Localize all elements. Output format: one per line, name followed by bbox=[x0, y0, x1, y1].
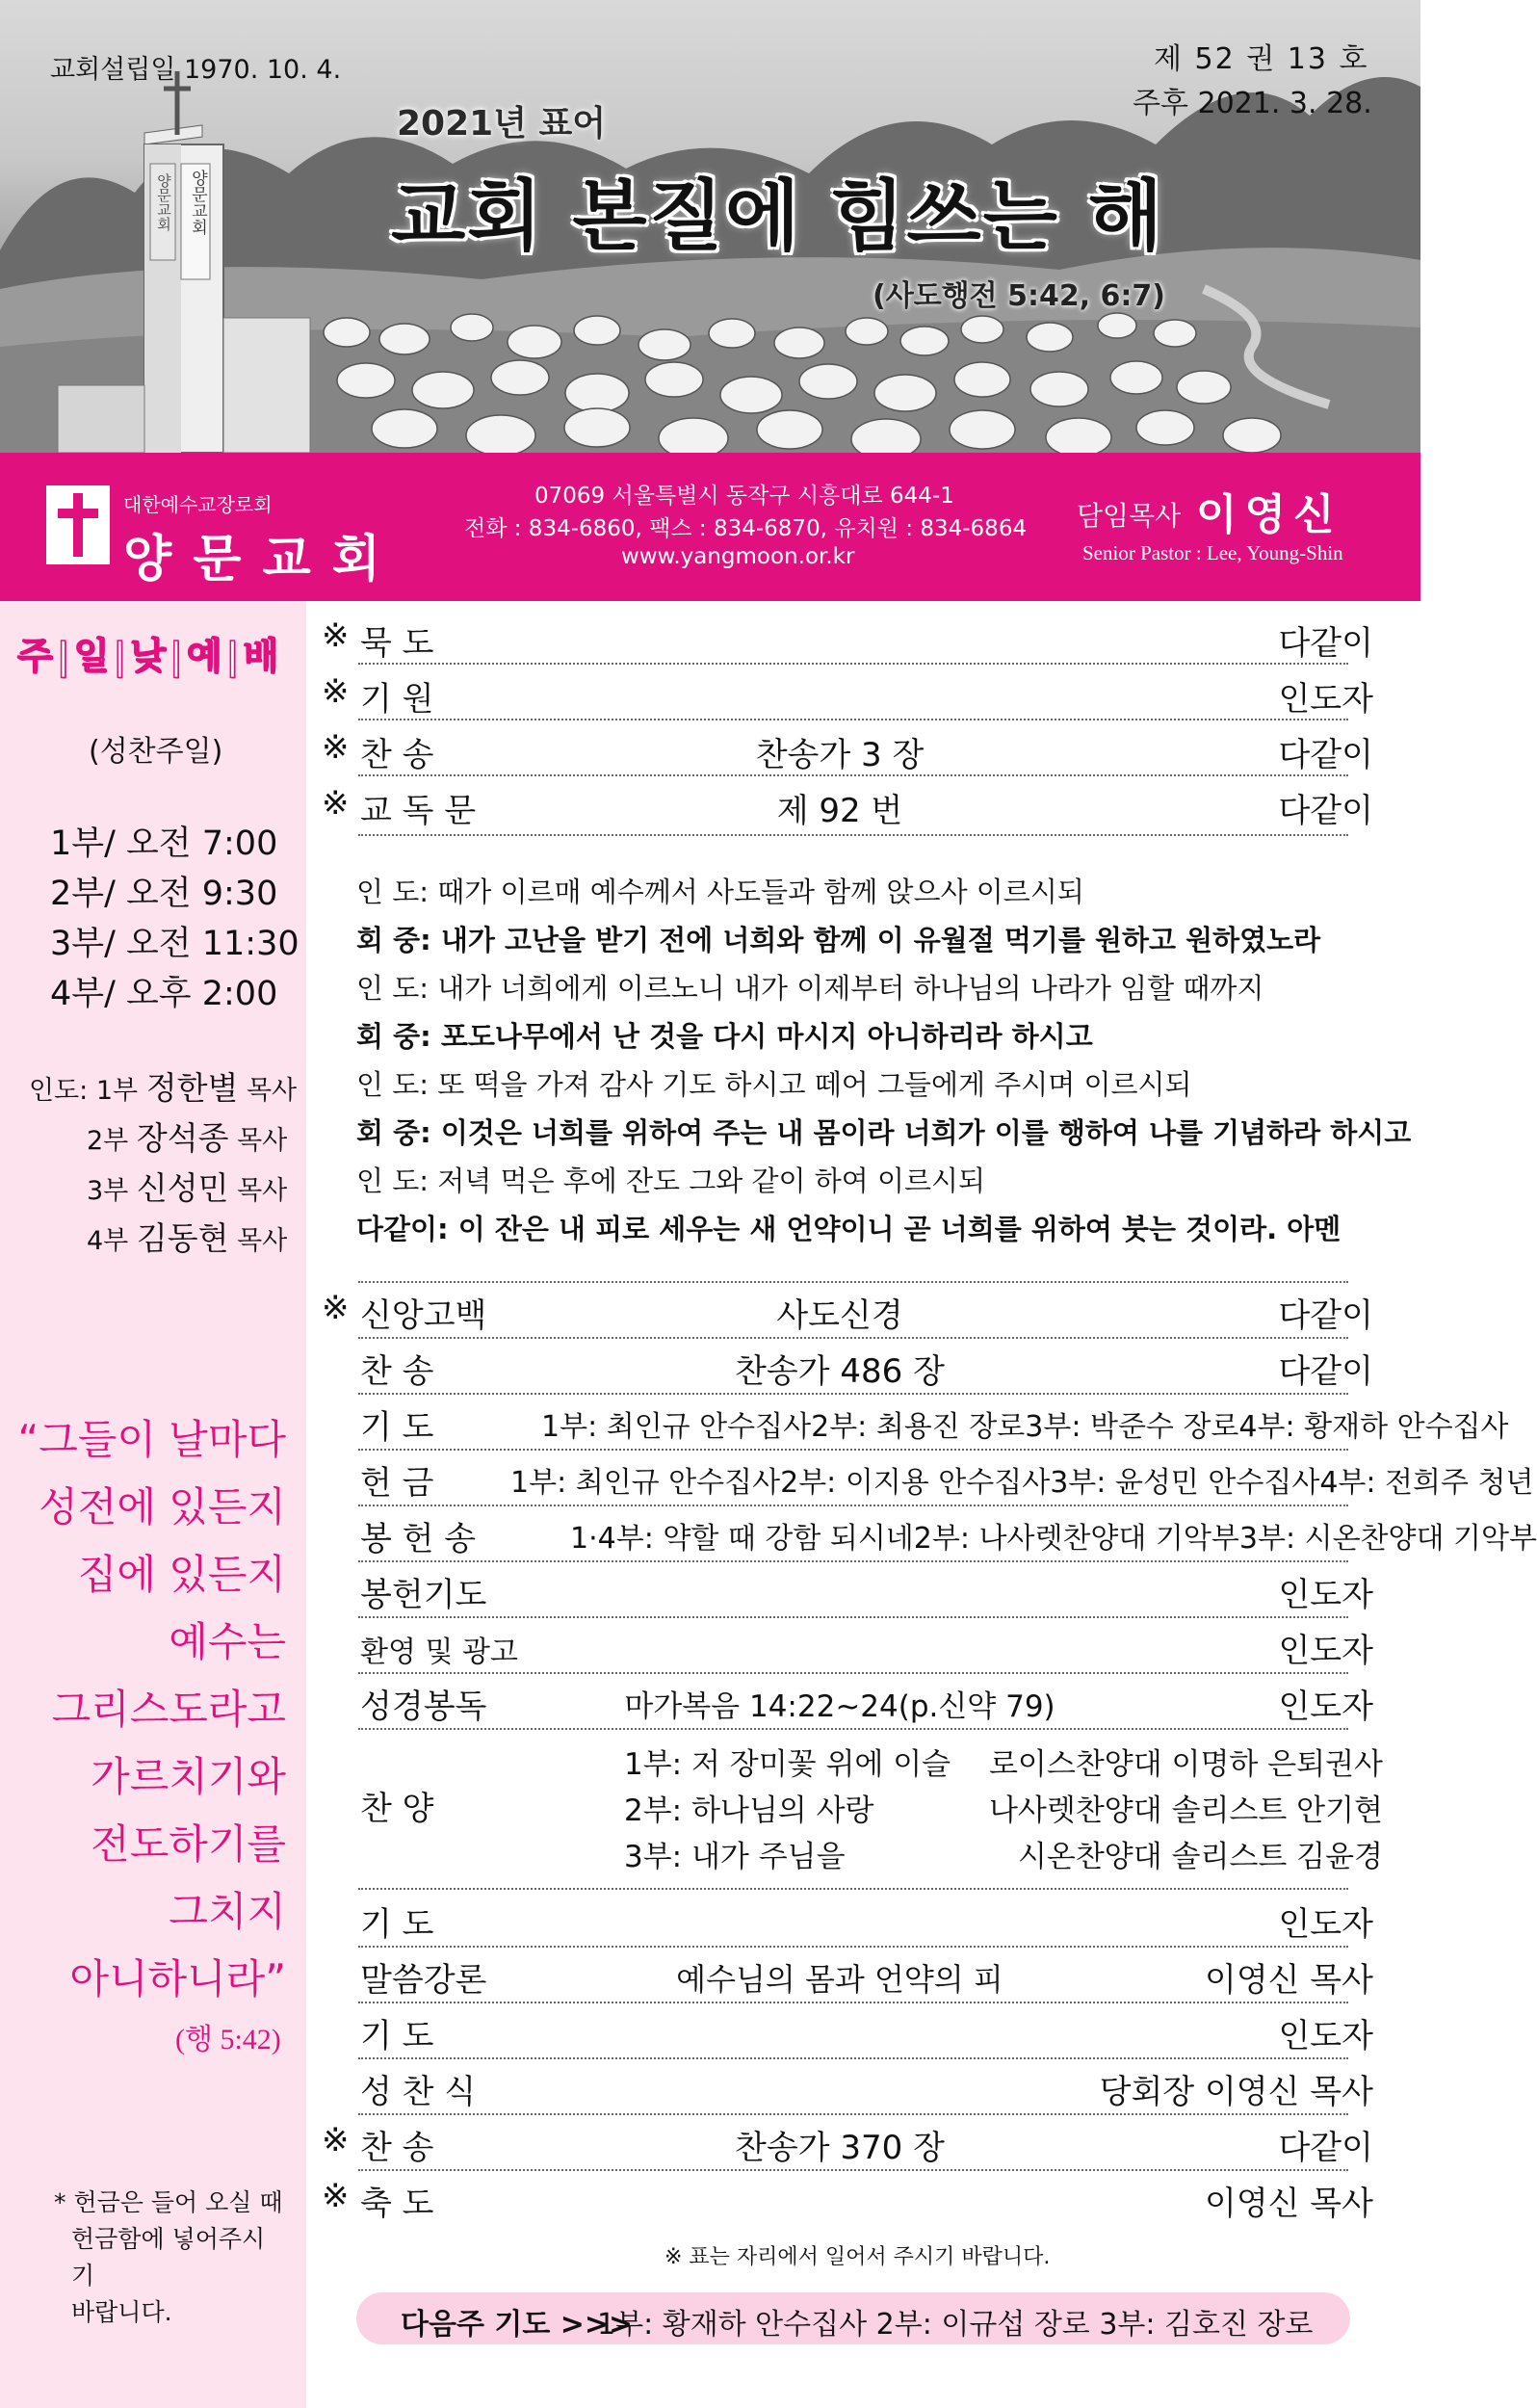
leader-name: 신성민 bbox=[136, 1169, 229, 1207]
item-leader: 다같이 bbox=[1278, 624, 1373, 663]
tower-sign-right: 양문교회 bbox=[188, 170, 207, 235]
item-name: 말씀강론 bbox=[360, 1961, 487, 2000]
anthem-song: 2부: 하나님의 사랑 bbox=[624, 1793, 874, 1828]
note-line: 바랍니다. bbox=[71, 2298, 172, 2326]
dotted-divider bbox=[358, 1560, 1348, 1562]
item-name: 신앙고백 bbox=[360, 1296, 487, 1335]
verse-reference: (행 5:42) bbox=[175, 2024, 281, 2055]
leader-row bbox=[29, 1063, 297, 1113]
church-address: 07069 서울특별시 동작구 시흥대로 644-1 bbox=[534, 484, 954, 509]
leader-row bbox=[29, 1113, 297, 1164]
order-row bbox=[318, 784, 1406, 832]
dotted-divider bbox=[358, 2057, 1348, 2059]
item-name: 기 도 bbox=[360, 1905, 434, 1944]
bulletin-date: 주후 2021. 3. 28. bbox=[1133, 87, 1372, 120]
order-row bbox=[318, 1512, 1537, 1560]
order-row bbox=[318, 1400, 1509, 1449]
dotted-divider bbox=[358, 1393, 1348, 1395]
item-leader: 인도자 bbox=[1278, 1576, 1373, 1614]
order-row bbox=[318, 1680, 1406, 1728]
order-row bbox=[318, 2121, 1406, 2169]
item-name: 찬 송 bbox=[360, 2129, 434, 2167]
title-char: 일 bbox=[73, 635, 110, 677]
volume-number: 제 52 권 13 호 bbox=[1154, 42, 1369, 76]
verse-line: 집에 있든지 bbox=[77, 1551, 286, 1598]
leader-name: 장석종 bbox=[136, 1119, 229, 1157]
order-row bbox=[318, 616, 1406, 665]
prayer-leader: 4부: 황재하 안수집사 bbox=[1238, 1410, 1509, 1444]
item-name: 교 독 문 bbox=[360, 792, 477, 830]
offering-leader: 4부: 전희주 청년 bbox=[1319, 1466, 1534, 1500]
leader-name: 정한별 bbox=[145, 1069, 239, 1107]
item-name: 기 도 bbox=[360, 1408, 434, 1447]
item-name: 축 도 bbox=[360, 2185, 434, 2223]
dotted-divider bbox=[358, 2002, 1348, 2003]
leader-title: 목사 bbox=[237, 1126, 288, 1156]
anthem-song: 1부: 저 장미꽃 위에 이슬 bbox=[624, 1747, 951, 1782]
sunday-name: (성찬주일) bbox=[89, 735, 223, 769]
service-title: 주 | 일 | 낮 | 예 | 배 bbox=[17, 626, 293, 680]
dotted-divider bbox=[358, 719, 1348, 720]
service-time: 3부/ 오전 11:30 bbox=[50, 925, 300, 963]
title-char: 예 bbox=[186, 635, 222, 677]
stand-mark: ※ bbox=[322, 2177, 350, 2215]
tower-sign-left: 양문교회 bbox=[155, 173, 172, 231]
verse-line: 그치지 bbox=[169, 1888, 286, 1935]
dotted-divider bbox=[358, 1505, 1348, 1506]
leader-title: 목사 bbox=[246, 1076, 298, 1106]
order-row bbox=[318, 672, 1406, 720]
order-row bbox=[318, 1898, 1406, 1946]
pastor-english-name: Senior Pastor : Lee, Young-Shin bbox=[1082, 541, 1343, 564]
dotted-divider bbox=[358, 1672, 1348, 1674]
verse-quote bbox=[17, 1406, 286, 2013]
leader-title: 목사 bbox=[237, 1226, 288, 1256]
next-week-prayer bbox=[356, 2292, 1350, 2344]
service-time: 1부/ 오전 7:00 bbox=[50, 824, 278, 863]
verse-line: 전도하기를 bbox=[91, 1820, 286, 1868]
leader-prefix: 2부 bbox=[87, 1126, 129, 1156]
note-line: * 헌금은 들어 오실 때 bbox=[54, 2188, 283, 2216]
item-leader: 당회장 이영신 목사 bbox=[1099, 2073, 1373, 2111]
item-leader: 이영신 목사 bbox=[1204, 1961, 1373, 2000]
item-name: 성경봉독 bbox=[360, 1688, 487, 1726]
item-name: 헌 금 bbox=[360, 1464, 434, 1503]
item-detail: 제 92 번 bbox=[776, 792, 903, 830]
dotted-divider bbox=[358, 1281, 1348, 1283]
church-phone: 전화 : 834-6860, 팩스 : 834-6870, 유치원 : 834-6864 bbox=[464, 516, 1028, 541]
responsive-line: 회 중: 내가 고난을 받기 전에 너희와 함께 이 유월절 먹기를 원하고 원하였노라 bbox=[356, 924, 1321, 956]
order-row bbox=[318, 1624, 1406, 1672]
item-detail: 사도신경 bbox=[776, 1296, 903, 1335]
dotted-divider bbox=[358, 1946, 1348, 1948]
service-time: 2부/ 오전 9:30 bbox=[50, 875, 278, 913]
order-row bbox=[318, 1456, 1534, 1505]
item-name: 환영 및 광고 bbox=[360, 1636, 518, 1669]
order-row bbox=[318, 2009, 1406, 2057]
order-row bbox=[318, 1289, 1406, 1337]
order-row bbox=[318, 1345, 1406, 1393]
dotted-divider bbox=[358, 2169, 1348, 2171]
stand-mark: ※ bbox=[322, 728, 350, 767]
offering-leaders bbox=[510, 1458, 1534, 1501]
item-leader: 인도자 bbox=[1278, 1632, 1373, 1670]
item-leader: 다같이 bbox=[1278, 2129, 1373, 2167]
dotted-divider bbox=[358, 663, 1348, 665]
title-char: 낮 bbox=[130, 635, 166, 677]
item-name: 봉 헌 송 bbox=[360, 1520, 477, 1558]
item-name: 기 도 bbox=[360, 2017, 434, 2055]
stand-mark: ※ bbox=[322, 616, 350, 655]
item-name: 봉헌기도 bbox=[360, 1576, 487, 1614]
responsive-line: 회 중: 포도나무에서 난 것을 다시 마시지 아니하리라 하시고 bbox=[356, 1020, 1093, 1053]
verse-line: 가르치기와 bbox=[91, 1753, 286, 1800]
order-row bbox=[318, 1953, 1406, 2002]
item-name: 기 원 bbox=[360, 680, 434, 719]
responsive-line: 다같이: 이 잔은 내 피로 세우는 새 언약이니 곧 너희를 위하여 붓는 것이라. 아멘 bbox=[356, 1213, 1342, 1245]
stand-note: ※ 표는 자리에서 일어서 주시기 바랍니다. bbox=[664, 2245, 1051, 2269]
stand-mark: ※ bbox=[322, 1289, 350, 1327]
stand-mark: ※ bbox=[322, 784, 350, 823]
responsive-line: 인 도: 저녁 먹은 후에 잔도 그와 같이 하여 이르시되 bbox=[356, 1165, 986, 1197]
item-leader: 다같이 bbox=[1278, 792, 1373, 830]
service-time: 4부/ 오후 2:00 bbox=[50, 975, 278, 1013]
anthem-song: 3부: 내가 주님을 bbox=[624, 1840, 846, 1874]
item-leader: 다같이 bbox=[1278, 1296, 1373, 1335]
service-times bbox=[50, 819, 300, 1019]
motto-title: 교회 본질에 힘쓰는 해 bbox=[391, 171, 1165, 261]
offering-leader: 2부: 이지용 안수집사 bbox=[780, 1466, 1051, 1500]
offering-leader: 1부: 최인규 안수집사 bbox=[510, 1466, 781, 1500]
item-leader: 인도자 bbox=[1278, 1905, 1373, 1944]
anthem-choir: 로이스찬양대 이명하 은퇴권사 bbox=[988, 1747, 1383, 1782]
order-row bbox=[318, 728, 1406, 776]
next-week-label: 다음주 기도 >>> bbox=[401, 2308, 634, 2342]
established-date: 교회설립일 1970. 10. 4. bbox=[50, 55, 342, 85]
item-name: 찬 송 bbox=[360, 1352, 434, 1391]
pastor-label: 담임목사 bbox=[1077, 500, 1182, 532]
order-row bbox=[318, 1568, 1406, 1616]
anthem-choir: 나사렛찬양대 솔리스트 안기현 bbox=[988, 1793, 1383, 1828]
item-leader: 이영신 목사 bbox=[1204, 2185, 1373, 2223]
order-row bbox=[318, 2177, 1406, 2225]
stand-mark: ※ bbox=[322, 672, 350, 711]
header-photo bbox=[0, 0, 1420, 453]
offering-note bbox=[54, 2185, 285, 2331]
service-leaders bbox=[29, 1063, 297, 1264]
leader-prefix: 3부 bbox=[87, 1176, 129, 1206]
item-leader: 인도자 bbox=[1278, 2017, 1373, 2055]
leader-prefix: 4부 bbox=[87, 1226, 129, 1256]
dotted-divider bbox=[358, 1728, 1348, 1730]
prayer-leader: 1부: 최인규 안수집사 bbox=[541, 1410, 812, 1444]
item-detail: 예수님의 몸과 언약의 피 bbox=[676, 1961, 1003, 1998]
motto-reference: (사도행전 5:42, 6:7) bbox=[873, 279, 1165, 313]
item-leader: 인도자 bbox=[1278, 1688, 1373, 1726]
verse-line: 예수는 bbox=[169, 1618, 286, 1665]
item-leader: 다같이 bbox=[1278, 736, 1373, 774]
item-leader: 다같이 bbox=[1278, 1352, 1373, 1391]
item-name: 성 찬 식 bbox=[360, 2073, 477, 2111]
verse-line: 아니하니라” bbox=[69, 1955, 286, 2002]
item-detail: 찬송가 3 장 bbox=[755, 736, 925, 774]
dotted-divider bbox=[358, 1449, 1348, 1451]
responsive-line: 인 도: 때가 이르매 예수께서 사도들과 함께 앉으사 이르시되 bbox=[356, 876, 1084, 908]
note-line: 헌금함에 넣어주시기 bbox=[71, 2225, 266, 2290]
dotted-divider bbox=[358, 1337, 1348, 1339]
offertory-item: 2부: 나사렛찬양대 기악부 bbox=[913, 1522, 1239, 1556]
next-week-items: 1부: 황재하 안수집사 2부: 이규섭 장로 3부: 김호진 장로 bbox=[597, 2308, 1314, 2342]
offertory-items bbox=[570, 1514, 1537, 1557]
prayer-leader: 2부: 최용진 장로 bbox=[811, 1410, 1026, 1444]
dotted-divider bbox=[358, 2113, 1348, 2115]
church-name: 양문교회 bbox=[123, 531, 402, 589]
church-website-link[interactable]: www.yangmoon.or.kr bbox=[621, 544, 855, 569]
dotted-divider bbox=[358, 774, 1348, 776]
leader-title: 목사 bbox=[237, 1176, 288, 1206]
leader-row bbox=[29, 1214, 297, 1264]
item-detail: 찬송가 486 장 bbox=[735, 1352, 945, 1391]
offertory-item: 3부: 시온찬양대 기악부 bbox=[1238, 1522, 1537, 1556]
leader-row bbox=[29, 1164, 297, 1214]
item-detail: 마가복음 14:22~24(p.신약 79) bbox=[624, 1689, 1055, 1724]
dotted-divider bbox=[358, 834, 1348, 836]
verse-line: 성전에 있든지 bbox=[39, 1483, 286, 1531]
title-char: 배 bbox=[243, 635, 279, 677]
verse-line: “그들이 날마다 bbox=[17, 1416, 286, 1463]
item-name: 묵 도 bbox=[360, 624, 434, 663]
item-name: 찬 송 bbox=[360, 736, 434, 774]
offering-leader: 3부: 윤성민 안수집사 bbox=[1050, 1466, 1320, 1500]
title-char: 주 bbox=[17, 635, 53, 677]
motto-year: 2021년 표어 bbox=[397, 104, 607, 144]
verse-line: 그리스도라고 bbox=[51, 1686, 286, 1733]
responsive-line: 인 도: 또 떡을 가져 감사 기도 하시고 떼어 그들에게 주시며 이르시되 bbox=[356, 1068, 1192, 1101]
dotted-divider bbox=[358, 1888, 1348, 1890]
responsive-line: 인 도: 내가 너희에게 이르노니 내가 이제부터 하나님의 나라가 임할 때까지 bbox=[356, 972, 1264, 1005]
item-leader: 인도자 bbox=[1278, 680, 1373, 719]
cross-logo-icon bbox=[46, 485, 110, 564]
prayer-leader: 3부: 박준수 장로 bbox=[1025, 1410, 1239, 1444]
stand-mark: ※ bbox=[322, 2121, 350, 2159]
order-row bbox=[318, 2065, 1406, 2113]
denomination: 대한예수교장로회 bbox=[123, 493, 273, 516]
offertory-item: 1·4부: 약할 때 강함 되시네 bbox=[570, 1522, 914, 1556]
item-detail: 찬송가 370 장 bbox=[735, 2129, 945, 2167]
responsive-line: 회 중: 이것은 너희를 위하여 주는 내 몸이라 너희가 이를 행하여 나를 기념하라 하시고 bbox=[356, 1116, 1412, 1149]
leader-name: 김동현 bbox=[136, 1219, 229, 1257]
church-banner bbox=[0, 453, 1420, 601]
item-name: 찬 양 bbox=[360, 1790, 434, 1828]
dotted-divider bbox=[358, 1616, 1348, 1618]
prayer-leaders bbox=[541, 1402, 1509, 1445]
leader-prefix: 인도: 1부 bbox=[29, 1076, 139, 1106]
anthem-choir: 시온찬양대 솔리스트 김윤경 bbox=[1017, 1840, 1383, 1874]
pastor-name: 이영신 bbox=[1196, 490, 1342, 539]
